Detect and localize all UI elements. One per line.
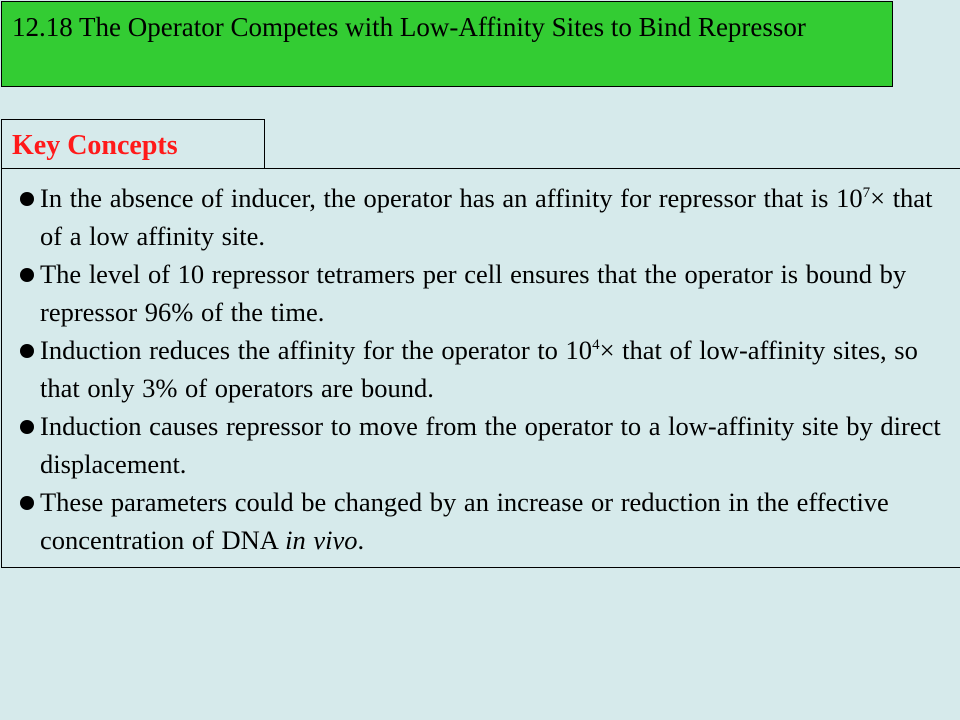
slide-title-banner [1, 1, 893, 87]
bullet-dot-icon [20, 268, 34, 282]
bullet-item-4 [2, 407, 960, 483]
bullet-superscript: 4 [592, 337, 600, 354]
bullet-dot-icon [20, 344, 34, 358]
bullet-superscript: 7 [862, 185, 871, 202]
bullet-dot-icon [20, 496, 34, 510]
bullet-text: Induction causes repressor to move from the operator to a low-affinity site by direct displacement. [40, 411, 941, 479]
bullet-item-1 [2, 179, 960, 255]
bullet-text-continued: × that of low-affinity sites, so that only 3% of operators are bound. [40, 335, 918, 403]
bullet-item-2 [2, 255, 960, 331]
bullet-text: Induction reduces the affinity for the operator to 10 [40, 335, 593, 365]
bullet-italic-text: in vivo [285, 525, 358, 555]
bullet-item-5 [2, 483, 960, 559]
bullet-text: The level of 10 repressor tetramers per cell ensures that the operator is bound by repressor 96% of the time. [40, 259, 907, 327]
bullet-item-3 [2, 331, 960, 407]
key-concepts-label: Key Concepts [12, 130, 178, 161]
bullet-dot-icon [20, 192, 34, 206]
bullet-text: These parameters could be changed by an increase or reduction in the effective concentration of DNA [40, 487, 889, 555]
key-concepts-header [1, 119, 265, 169]
bullet-text: In the absence of inducer, the operator has an affinity for repressor that is 10 [40, 183, 863, 213]
bullet-list [2, 179, 960, 559]
bullet-text-continued: × that of a low affinity site. [40, 183, 933, 251]
bullet-text-tail: . [357, 525, 365, 555]
slide-title: 12.18 The Operator Competes with Low-Affinity Sites to Bind Repressor [12, 12, 806, 42]
key-concepts-panel [1, 168, 960, 568]
bullet-dot-icon [20, 420, 34, 434]
